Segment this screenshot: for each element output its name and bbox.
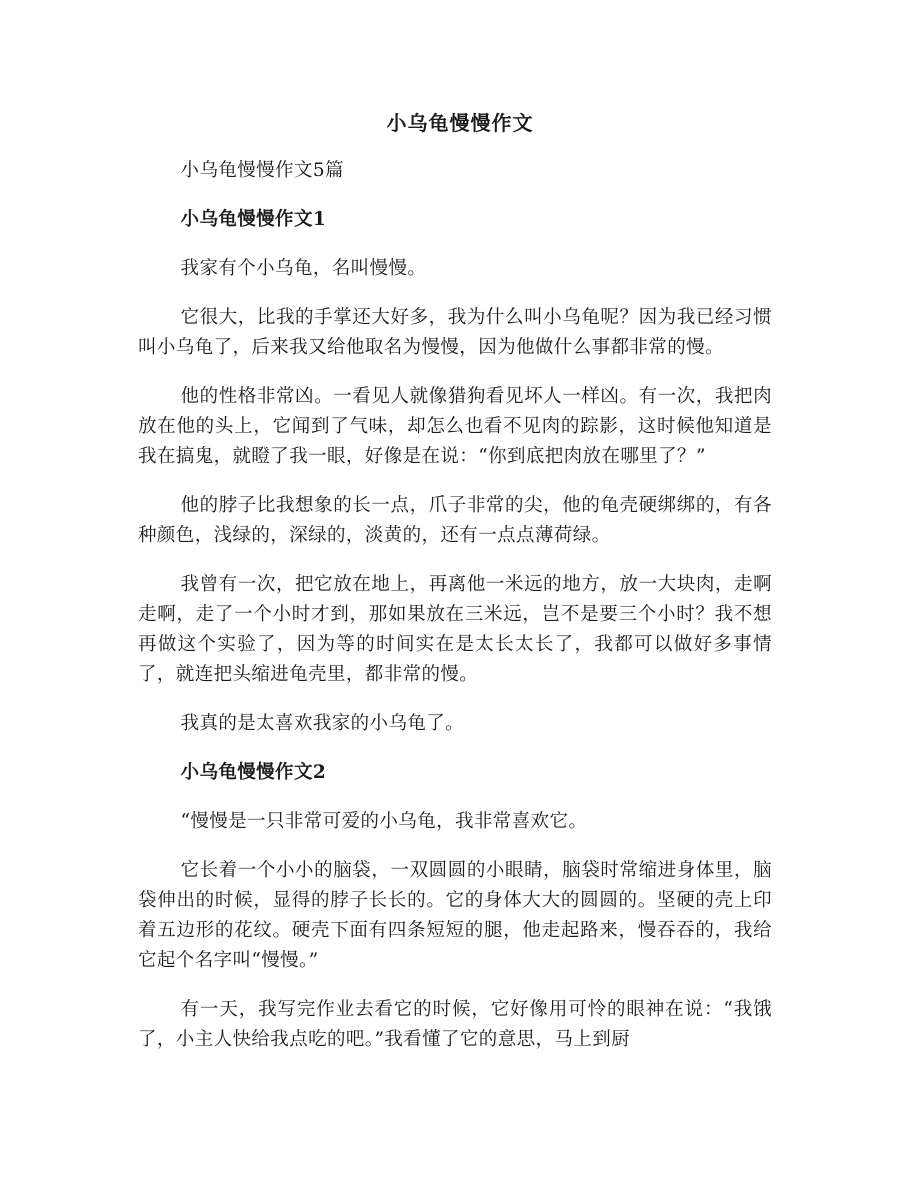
paragraph: “慢慢是一只非常可爱的小乌龟，我非常喜欢它。 — [180, 811, 588, 832]
section-heading: 小乌龟慢慢作文2 — [180, 762, 327, 783]
document-body — [138, 156, 772, 1074]
paragraph: 我真的是太喜欢我家的小乌龟了。 — [180, 713, 465, 734]
document-title: 小乌龟慢慢作文 — [386, 111, 534, 135]
paragraph: 它长着一个小小的脑袋，一双圆圆的小眼睛，脑袋时常缩进身体里，脑袋伸出的时候，显得的脖子长长的。它的身体大大的圆圆的。坚硬的壳上印着五边形的花纹。硬壳下面有四条短短的腿，他走起路来，慢吞吞的，我给它起个名字叫“慢慢。” — [138, 860, 772, 971]
section-heading: 小乌龟慢慢作文1 — [180, 209, 327, 230]
paragraph: 他的性格非常凶。一看见人就像猎狗看见坏人一样凶。有一次，我把肉放在他的头上，它闻到了气味，却怎么也看不见肉的踪影，这时候他知道是我在搞鬼，就瞪了我一眼，好像是在说：“你到底把肉放在哪里了？” — [138, 386, 772, 467]
paragraph: 我曾有一次，把它放在地上，再离他一米远的地方，放一大块肉，走啊走啊，走了一个小时才到，那如果放在三米远，岂不是要三个小时？我不想再做这个实验了，因为等的时间实在是太长太长了，我都可以做好多事情了，就连把头缩进龟壳里，都非常的慢。 — [138, 574, 772, 685]
paragraph: 我家有个小乌龟，名叫慢慢。 — [180, 258, 427, 279]
paragraph: 他的脖子比我想象的长一点，爪子非常的尖，他的龟壳硬绑绑的，有各种颜色，浅绿的，深绿的，淡黄的，还有一点点薄荷绿。 — [138, 495, 772, 546]
paragraph: 它很大，比我的手掌还大好多，我为什么叫小乌龟呢？因为我已经习惯叫小乌龟了，后来我又给他取名为慢慢，因为他做什么事都非常的慢。 — [138, 307, 772, 358]
document-subtitle: 小乌龟慢慢作文5篇 — [180, 160, 344, 181]
paragraph: 有一天，我写完作业去看它的时候，它好像用可怜的眼神在说：“我饿了，小主人快给我点吃的吧。”我看懂了它的意思，马上到厨 — [138, 999, 772, 1050]
